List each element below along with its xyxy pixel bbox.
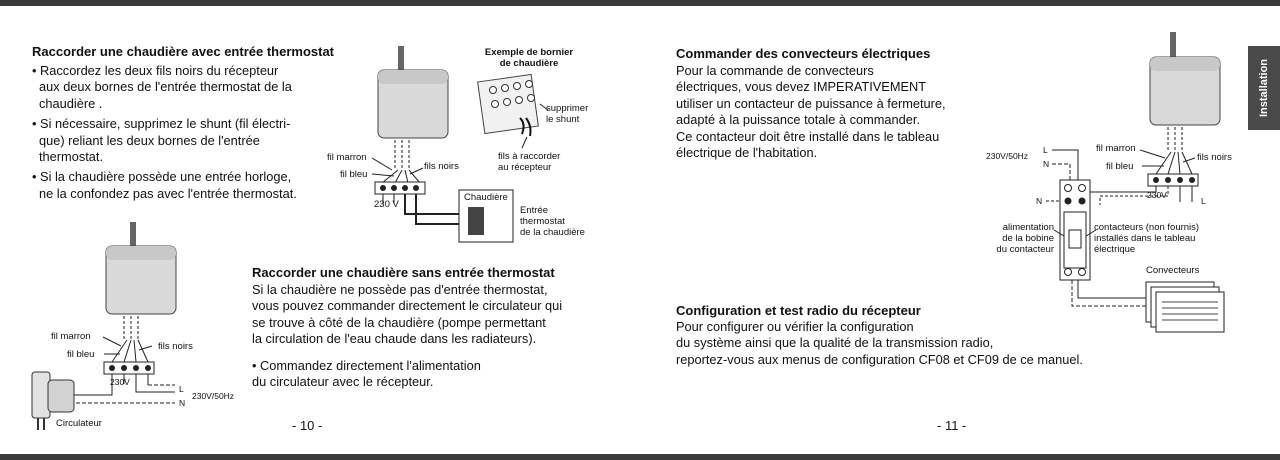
side-tab-label: Installation <box>1258 58 1270 118</box>
voltage-label-2: 230V <box>110 377 130 387</box>
N2-label-right: N <box>1036 196 1043 206</box>
N-label: N <box>179 398 186 408</box>
text-line: la circulation de l'eau chaude dans les radiateurs). <box>252 331 537 347</box>
voltage-label-right: 230V <box>1147 190 1167 200</box>
text-line: que) reliant les deux bornes de l'entrée <box>39 132 260 148</box>
text-line: Pour la commande de convecteurs <box>676 63 874 78</box>
voltage-label: 230 V <box>374 199 399 210</box>
text-line: vous pouvez commander directement le circulateur qui <box>252 298 563 314</box>
fil-marron-label: fil marron <box>327 152 367 163</box>
text-line: utiliser un contacteur de puissance à fermeture, <box>676 95 946 111</box>
text-line: se trouve à côté de la chaudière (pompe permettant <box>252 314 546 330</box>
text-line: électrique de l'habitation. <box>676 145 818 161</box>
mains-label-right: 230V/50Hz <box>986 151 1029 161</box>
section-body-configuration <box>676 319 1146 368</box>
text-line: adapté à la puissance totale à commander. <box>676 112 921 128</box>
text-line: • Commandez directement l'alimentation <box>252 357 481 373</box>
supprimer-shunt-label: supprimer le shunt <box>546 103 589 125</box>
text-line: électriques, vous devez IMPERATIVEMENT <box>676 79 927 95</box>
N-label-right: N <box>1043 159 1050 169</box>
fil-bleu-label: fil bleu <box>340 169 368 180</box>
fil-bleu-label-right: fil bleu <box>1106 161 1134 172</box>
text-line: aux deux bornes de l'entrée thermostat de la <box>39 79 292 95</box>
section-title-without-thermostat: Raccorder une chaudière sans entrée thermostat <box>252 265 555 280</box>
side-tab-installation <box>1248 46 1280 130</box>
text-line: thermostat. <box>39 149 104 165</box>
L-label-right: L <box>1043 145 1048 155</box>
text-line: Pour configurer ou vérifier la configuration <box>676 319 914 334</box>
contacteurs-label: contacteurs (non fournis) installés dans le tableau électrique <box>1094 222 1200 255</box>
section-title-convecteurs: Commander des convecteurs électriques <box>676 46 931 61</box>
text-line: Ce contacteur doit être installé dans le tableau <box>676 128 940 144</box>
circulateur-label: Circulateur <box>56 418 102 429</box>
page-number-right: - 11 - <box>937 418 967 433</box>
section-title-configuration: Configuration et test radio du récepteur <box>676 303 921 318</box>
fil-marron-label-2: fil marron <box>51 331 91 342</box>
text-line: ne la confondez pas avec l'entrée thermostat. <box>39 185 297 201</box>
fils-noirs-label-right: fils noirs <box>1197 152 1232 163</box>
text-line: du circulateur avec le récepteur. <box>252 374 434 390</box>
alimentation-label: alimentation de la bobine du contacteur <box>996 222 1054 255</box>
convecteurs-label: Convecteurs <box>1146 265 1200 276</box>
text-line: • Si nécessaire, supprimez le shunt (fil électri- <box>32 116 291 132</box>
fil-marron-label-right: fil marron <box>1096 143 1136 154</box>
entree-thermostat-label: Entrée thermostat de la chaudière <box>520 205 585 238</box>
fils-noirs-label-2: fils noirs <box>158 341 193 352</box>
mains-label: 230V/50Hz <box>192 391 235 401</box>
L2-label-right: L <box>1201 196 1206 206</box>
text-line: • Si la chaudière possède une entrée horloge, <box>32 169 292 185</box>
text-line: du système ainsi que la qualité de la transmission radio, <box>676 335 994 351</box>
text-line: • Raccordez les deux fils noirs du récepteur <box>32 63 279 78</box>
L-label: L <box>179 384 184 394</box>
text-line: reportez-vous aux menus de configuration CF08 et CF09 de ce manuel. <box>676 351 1083 367</box>
fils-noirs-label: fils noirs <box>424 161 459 172</box>
example-bornier-title: Exemple de bornier de chaudière <box>484 47 574 69</box>
fils-raccorder-label: fils à raccorder au récepteur <box>498 151 561 173</box>
fil-bleu-label-2: fil bleu <box>67 349 95 360</box>
chaudiere-label: Chaudière <box>464 192 508 203</box>
text-line: Si la chaudière ne possède pas d'entrée thermostat, <box>252 282 548 297</box>
page-number-left: - 10 - <box>292 418 323 433</box>
text-line: chaudière . <box>39 95 103 111</box>
section-title-with-thermostat: Raccorder une chaudière avec entrée thermostat <box>32 44 335 59</box>
